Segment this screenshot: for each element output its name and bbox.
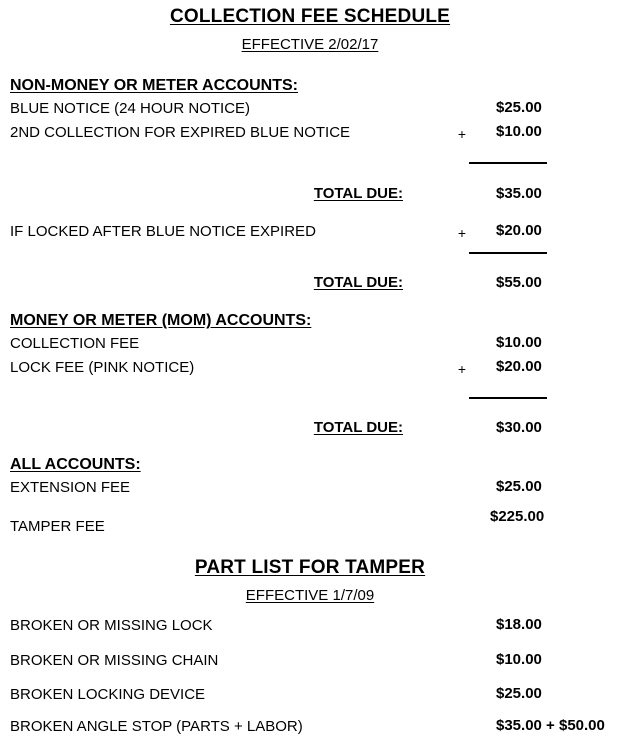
effective-date-text: EFFECTIVE 2/02/17 <box>241 36 379 53</box>
sum-rule <box>469 397 547 399</box>
plus-operator: + <box>457 361 467 377</box>
total-due-label <box>203 185 403 202</box>
part-list-item-amount: $10.00 <box>496 651 542 668</box>
part-list-item-label: BROKEN OR MISSING CHAIN <box>10 652 219 669</box>
part-list-item-amount: $25.00 <box>496 685 542 702</box>
part-list-title <box>0 557 620 579</box>
total-due-label <box>203 274 403 291</box>
line-item-amount: $20.00 <box>496 222 542 239</box>
section-heading-mom-text: MONEY OR METER (MOM) ACCOUNTS: <box>10 312 312 329</box>
total-due-label <box>203 419 403 436</box>
line-item-amount: $10.00 <box>496 334 542 351</box>
line-item-amount: $25.00 <box>496 478 542 495</box>
line-item-amount: $225.00 <box>490 508 545 525</box>
page-title <box>0 6 620 28</box>
plus-operator: + <box>457 225 467 241</box>
line-item-label: COLLECTION FEE <box>10 335 140 352</box>
section-heading-all-accounts <box>10 456 141 474</box>
effective-date <box>0 36 620 53</box>
total-due-label-text: TOTAL DUE: <box>313 274 403 291</box>
section-heading-non-money <box>10 77 298 95</box>
line-item-label: TAMPER FEE <box>10 518 105 535</box>
part-list-item-label: BROKEN OR MISSING LOCK <box>10 617 213 634</box>
part-list-item-label: BROKEN LOCKING DEVICE <box>10 686 206 703</box>
line-item-label: IF LOCKED AFTER BLUE NOTICE EXPIRED <box>10 223 316 240</box>
line-item-label: BLUE NOTICE (24 HOUR NOTICE) <box>10 100 251 117</box>
section-heading-all-accounts-text: ALL ACCOUNTS: <box>10 456 141 473</box>
line-item-amount: $20.00 <box>496 358 542 375</box>
line-item-label: EXTENSION FEE <box>10 479 131 496</box>
part-list-effective-date-text: EFFECTIVE 1/7/09 <box>245 587 375 604</box>
part-list-title-text: PART LIST FOR TAMPER <box>194 557 426 578</box>
line-item-label: 2ND COLLECTION FOR EXPIRED BLUE NOTICE <box>10 124 351 141</box>
part-list-effective-date <box>0 587 620 604</box>
total-due-amount: $55.00 <box>496 274 542 291</box>
line-item-amount: $10.00 <box>496 123 542 140</box>
section-heading-non-money-text: NON-MONEY OR METER ACCOUNTS: <box>10 77 298 94</box>
line-item-amount: $25.00 <box>496 99 542 116</box>
sum-rule <box>469 252 547 254</box>
section-heading-mom <box>10 312 311 330</box>
page-title-text: COLLECTION FEE SCHEDULE <box>169 6 451 27</box>
line-item-label: LOCK FEE (PINK NOTICE) <box>10 359 195 376</box>
total-due-label-text: TOTAL DUE: <box>313 419 403 436</box>
total-due-amount: $30.00 <box>496 419 542 436</box>
plus-operator: + <box>457 126 467 142</box>
sum-rule <box>469 162 547 164</box>
part-list-item-amount: $35.00 + $50.00 <box>496 717 605 734</box>
total-due-label-text: TOTAL DUE: <box>313 185 403 202</box>
part-list-item-label: BROKEN ANGLE STOP (PARTS + LABOR) <box>10 718 303 735</box>
total-due-amount: $35.00 <box>496 185 542 202</box>
part-list-item-amount: $18.00 <box>496 616 542 633</box>
